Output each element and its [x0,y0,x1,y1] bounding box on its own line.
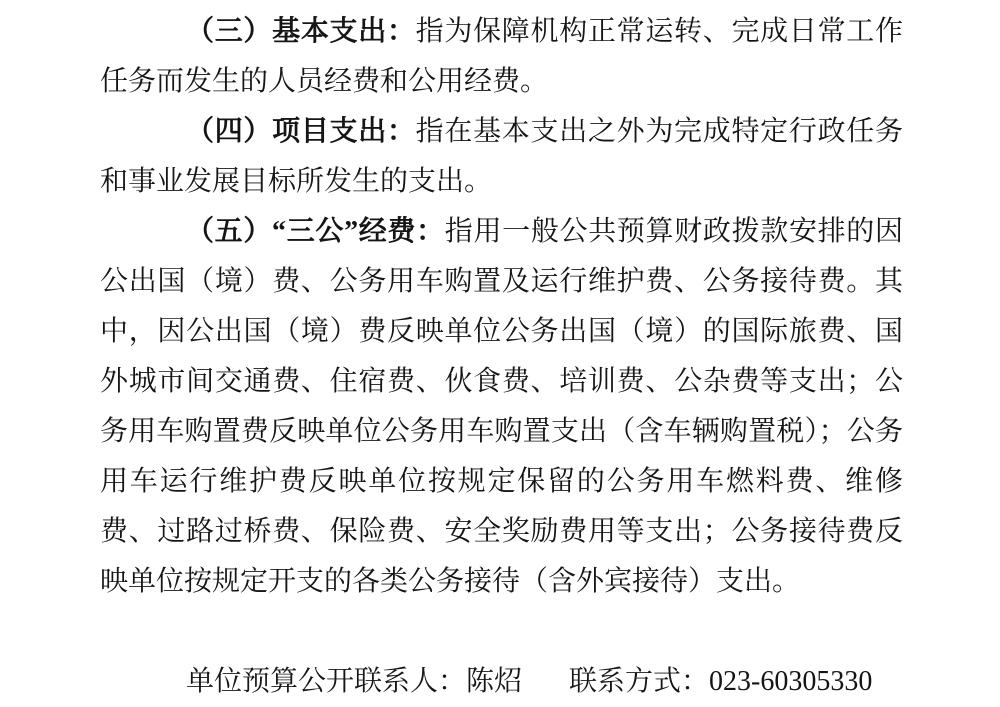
paragraph-project-expenditure [100,107,903,207]
definition-project-expenditure: 指在基本支出之外为完成特定行政任务和事业发展目标所发生的支出。 [100,116,903,197]
term-basic-expenditure: （三）基本支出： [186,16,416,47]
paragraph-three-public-funds [100,207,903,607]
term-three-public-funds: （五）“三公”经费： [186,216,445,247]
definition-basic-expenditure: 指为保障机构正常运转、完成日常工作任务而发生的人员经费和公用经费。 [100,16,903,97]
term-project-expenditure: （四）项目支出： [186,116,416,147]
contact-phone: 联系方式：023-60305330 [569,666,873,697]
definition-three-public-funds: 指用一般公共预算财政拨款安排的因公出国（境）费、公务用车购置及运行维护费、公务接待费。其中，因公出国（境）费反映单位公务出国（境）的国际旅费、国外城市间交通费、住宿费、伙食费、培训费、公杂费等支出；公务用车购置费反映单位公务用车购置支出（含车辆购置税）；公务用车运行维护费反映单位按规定保留的公务用车燃料费、维修费、过路过桥费、保险费、安全奖励费用等支出；公务接待费反映单位按规定开支的各类公务接待（含外宾接待）支出。 [100,216,903,597]
contact-person: 单位预算公开联系人：陈炤 [186,666,523,697]
contact-line [100,657,903,707]
paragraph-basic-expenditure [100,7,903,107]
